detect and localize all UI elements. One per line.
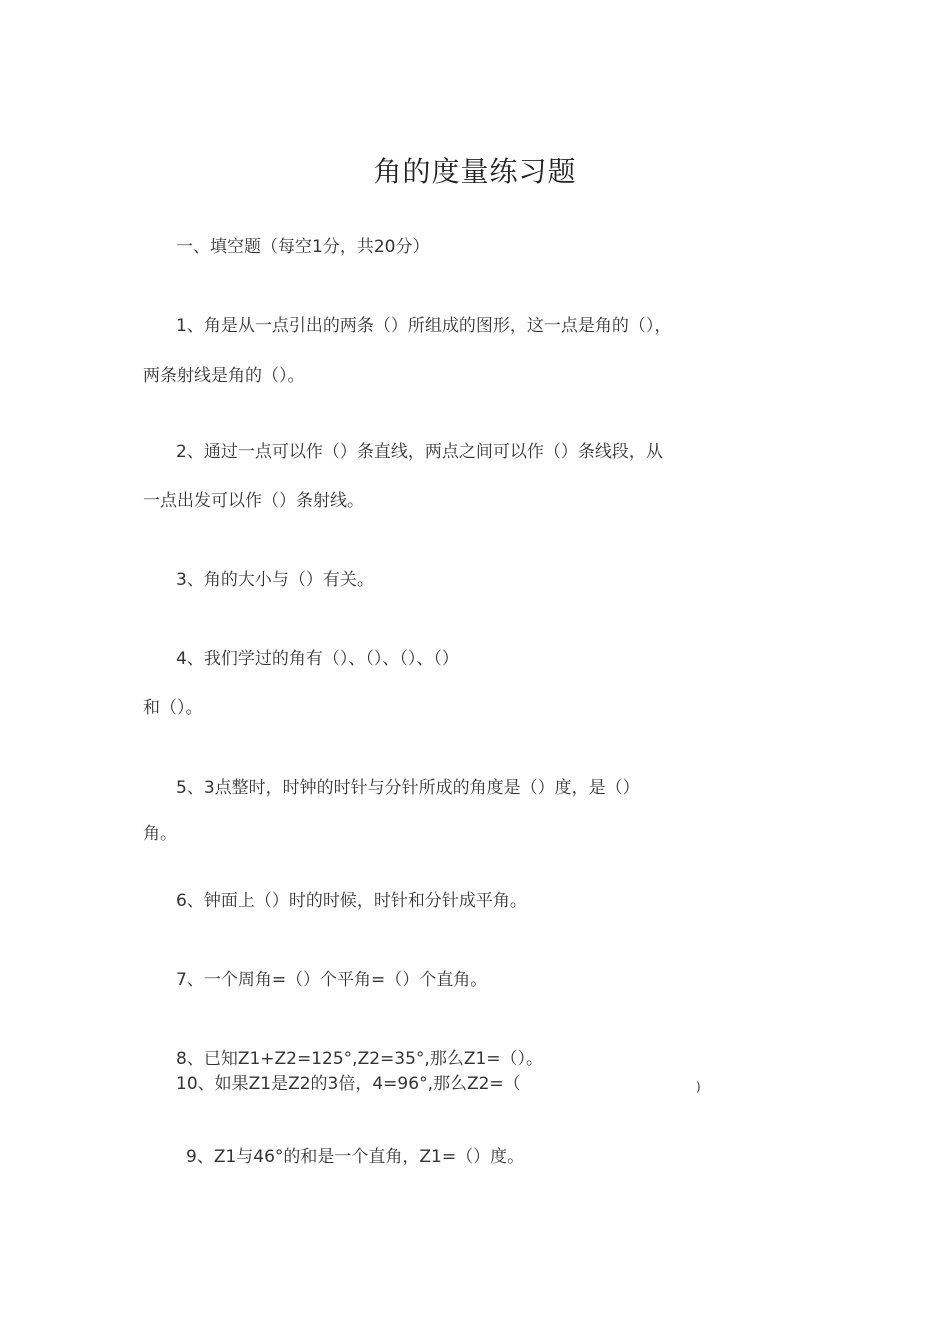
question-1-line-1: 1、角是从一点引出的两条（）所组成的图形，这一点是角的（）， (176, 316, 672, 336)
page-title: 角的度量练习题 (373, 155, 577, 188)
question-1-line-2: 两条射线是角的（）。 (143, 366, 305, 386)
question-5-line-1: 5、3点整时，时钟的时针与分针所成的角度是（）度，是（） (176, 778, 640, 798)
question-2-line-1: 2、通过一点可以作（）条直线，两点之间可以作（）条线段，从 (176, 442, 663, 462)
question-10-line-1: 10、如果Z1是Z2的3倍，4=96°,那么Z2=（ (176, 1074, 521, 1094)
question-5-line-2: 角。 (143, 824, 177, 844)
question-6-line-1: 6、钟面上（）时的时候，时针和分针成平角。 (176, 891, 527, 911)
question-9-line-1: 9、Z1与46°的和是一个直角，Z1=（）度。 (186, 1147, 525, 1167)
question-8-line-1: 8、已知Z1+Z2=125°,Z2=35°,那么Z1=（）。 (176, 1049, 544, 1069)
question-2-line-2: 一点出发可以作（）条射线。 (143, 491, 364, 511)
question-10-closing-paren: ) (696, 1080, 701, 1094)
question-7-line-1: 7、一个周角=（）个平角=（）个直角。 (176, 970, 488, 990)
question-4-line-2: 和（）。 (143, 698, 203, 718)
section-heading-fill-in: 一、填空题（每空1分，共20分） (176, 237, 430, 257)
question-3-line-1: 3、角的大小与（）有关。 (176, 570, 374, 590)
question-4-line-1: 4、我们学过的角有（）、（）、（）、（） (176, 649, 459, 669)
